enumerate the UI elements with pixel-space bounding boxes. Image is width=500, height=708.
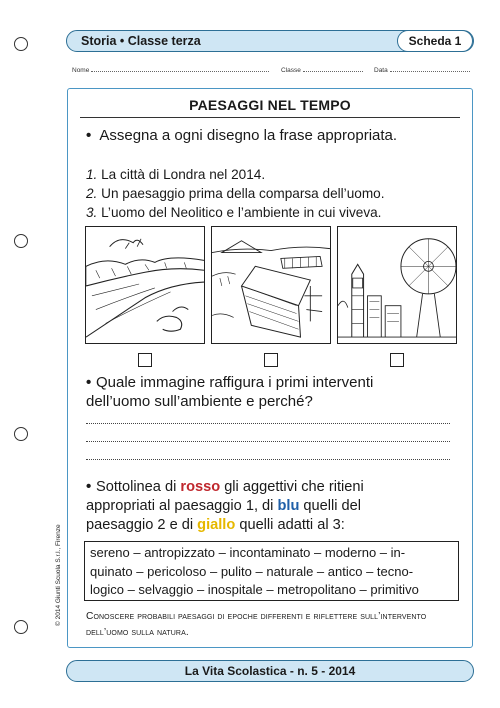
question-2-line-2: dell’uomo sull’ambiente e perché?: [86, 393, 313, 410]
question-2: [86, 373, 466, 411]
adjectives-line-3[interactable]: logico – selvaggio – inospitale – metropolitano – primitivo: [90, 582, 419, 597]
bullet-icon: •: [86, 478, 92, 495]
name-label: Nome: [72, 67, 90, 74]
color-word-yellow: giallo: [197, 517, 236, 533]
class-label: Classe: [281, 67, 301, 74]
answer-box-2[interactable]: [264, 353, 278, 367]
pictures-row: [85, 226, 457, 344]
footer-bar: La Vita Scolastica - n. 5 - 2014: [66, 660, 474, 682]
adjectives-line-1[interactable]: sereno – antropizzato – incontaminato – moderno – in-: [90, 545, 406, 560]
name-field[interactable]: [72, 66, 269, 74]
learning-objective: Conoscere probabili paesaggi di epoche differenti e riflettere sull’intervento dell’uomo sulla natura.: [86, 611, 427, 638]
option-1: 1. La città di Londra nel 2014.: [86, 167, 266, 182]
title-rule: [80, 117, 460, 118]
date-field[interactable]: [374, 66, 470, 74]
question-3: • Sottolinea di rosso gli aggettivi che ritieni appropriati al paesaggio 1, di blu quelli del paesaggio 2 e di giallo quelli adatti al 3:: [86, 478, 364, 533]
question-1: [86, 127, 397, 144]
binder-hole-1: [14, 37, 28, 51]
header-subject: Storia • Classe terza: [81, 34, 201, 48]
london-city-drawing: [338, 227, 456, 343]
color-word-red: rosso: [180, 479, 221, 495]
picture-neolithic-village: [211, 226, 331, 344]
binder-hole-2: [14, 234, 28, 248]
binder-hole-3: [14, 427, 28, 441]
neolithic-village-drawing: [212, 227, 330, 343]
sheet-number: Scheda 1: [397, 30, 473, 52]
class-field[interactable]: [281, 66, 363, 74]
options-list: [86, 165, 384, 222]
copyright-notice: © 2014 Giunti Scuola S.r.l., Firenze: [55, 524, 62, 626]
question-1-text: Assegna a ogni disegno la frase appropriata.: [99, 127, 398, 144]
bullet-icon: •: [86, 127, 92, 144]
date-label: Data: [374, 67, 388, 74]
answer-box-3[interactable]: [390, 353, 404, 367]
answer-line-3[interactable]: [86, 459, 450, 460]
student-fields: [72, 66, 474, 78]
picture-river-landscape: [85, 226, 205, 344]
option-3: 3. L’uomo del Neolitico e l’ambiente in cui viveva.: [86, 205, 382, 220]
river-landscape-drawing: [86, 227, 204, 343]
adjectives-box: [84, 541, 459, 601]
binder-hole-4: [14, 620, 28, 634]
header-bar: [66, 30, 474, 52]
question-2-line-1: Quale immagine raffigura i primi interventi: [96, 374, 374, 391]
worksheet-frame: [67, 88, 473, 648]
color-word-blue: blu: [277, 498, 300, 514]
option-2: 2. Un paesaggio prima della comparsa dell’uomo.: [86, 186, 385, 201]
answer-line-2[interactable]: [86, 441, 450, 442]
answer-box-1[interactable]: [138, 353, 152, 367]
bullet-icon: •: [86, 374, 92, 391]
picture-london-city: [337, 226, 457, 344]
worksheet-title: PAESAGGI NEL TEMPO: [189, 97, 351, 113]
answer-line-1[interactable]: [86, 423, 450, 424]
adjectives-line-2[interactable]: quinato – pericoloso – pulito – naturale – antico – tecno-: [90, 563, 414, 579]
